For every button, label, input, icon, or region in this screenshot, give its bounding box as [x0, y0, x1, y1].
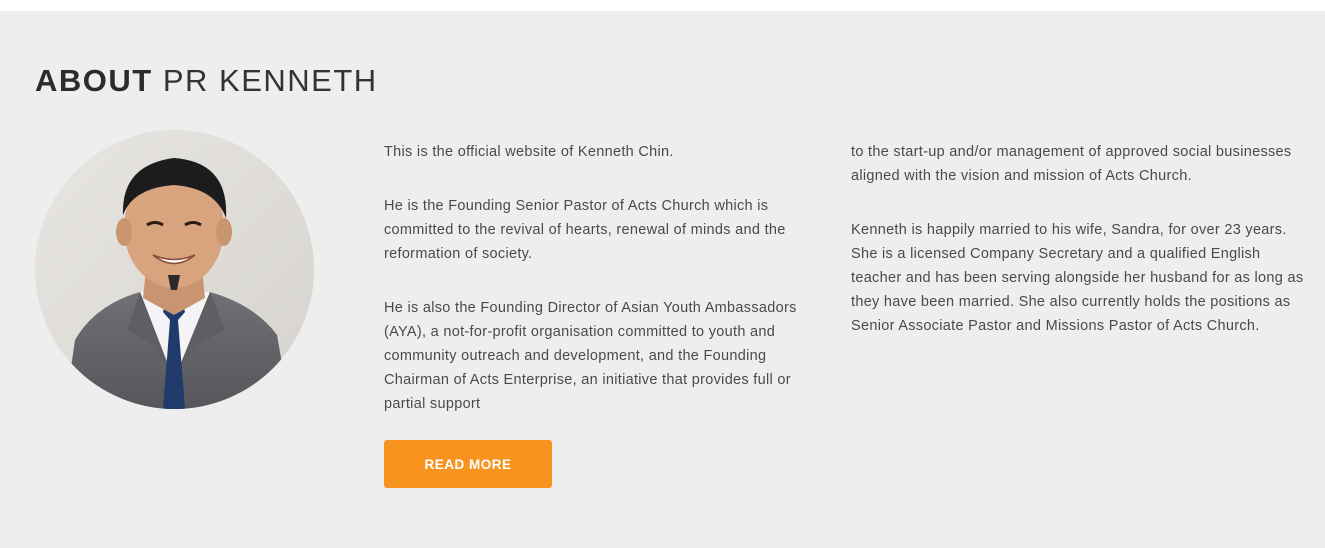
bio-paragraph: He is also the Founding Director of Asian Youth Ambassadors (AYA), a not-for-profit organisation committed to youth and community outreach and development, and the Founding Chairman of Acts Enterprise, an initiative that provides full or partial support	[384, 300, 797, 412]
heading-light: PR KENNETH	[162, 63, 378, 98]
bio-column-2	[851, 140, 1311, 368]
bio-paragraph: He is the Founding Senior Pastor of Acts Church which is committed to the revival of hearts, renewal of minds and the reformation of society.	[384, 198, 786, 262]
heading-bold: ABOUT	[35, 63, 153, 98]
person-photo-icon	[35, 130, 314, 409]
about-section	[0, 11, 1325, 548]
read-more-button[interactable]: READ MORE	[384, 440, 552, 488]
portrait-photo	[35, 130, 314, 409]
bio-paragraph: This is the official website of Kenneth Chin.	[384, 144, 674, 160]
bio-paragraph: to the start-up and/or management of approved social businesses aligned with the vision and mission of Acts Church.	[851, 144, 1292, 184]
section-heading	[35, 61, 378, 101]
bio-column-1	[384, 140, 834, 446]
bio-paragraph: Kenneth is happily married to his wife, Sandra, for over 23 years. She is a licensed Company Secretary and a qualified English teacher and has been serving alongside her husband for as long as they have been married. She also currently holds the positions as Senior Associate Pastor and Missions Pastor of Acts Church.	[851, 222, 1304, 334]
